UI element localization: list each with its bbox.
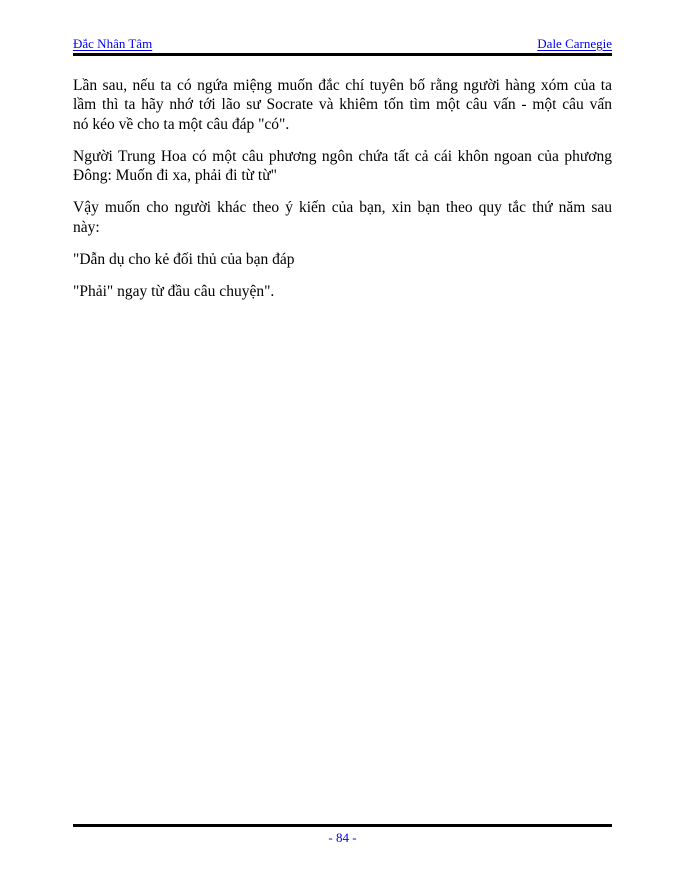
paragraph (73, 76, 612, 134)
page-footer (73, 824, 612, 845)
text-line: Đông: Muốn đi xa, phải đi từ từ" (73, 167, 277, 185)
body-text (73, 76, 612, 315)
header-row (73, 36, 612, 51)
page-number: - 84 - (328, 830, 357, 845)
text-line: "Phải" ngay từ đầu câu chuyện". (73, 283, 275, 301)
paragraph (73, 147, 612, 186)
paragraph (73, 198, 612, 237)
text-line: Người Trung Hoa có một câu phương ngôn chứa tất cả cái khôn ngoan của phương (73, 147, 612, 165)
text-line: "Dẫn dụ cho kẻ đối thủ của bạn đáp (73, 251, 295, 269)
header-author: Dale Carnegie (537, 36, 612, 51)
text-line: Lần sau, nếu ta có ngứa miệng muốn đắc chí tuyên bố rằng người hàng xóm của ta (73, 77, 612, 94)
header-book-title: Đắc Nhân Tâm (73, 36, 153, 51)
header-rule (73, 53, 612, 56)
paragraph (73, 282, 612, 301)
paragraph (73, 250, 612, 269)
text-line: nó kéo về cho ta một câu đáp "có". (73, 115, 290, 133)
page-header (73, 36, 612, 56)
text-line: lầm thì ta hãy nhớ tới lão sư Socrate và khiêm tốn tìm một câu vấn - một câu vấn (73, 96, 612, 114)
text-line: này: (73, 218, 100, 236)
footer-rule (73, 824, 612, 827)
text-line: Vậy muốn cho người khác theo ý kiến của bạn, xin bạn theo quy tắc thứ năm sau (73, 199, 612, 217)
